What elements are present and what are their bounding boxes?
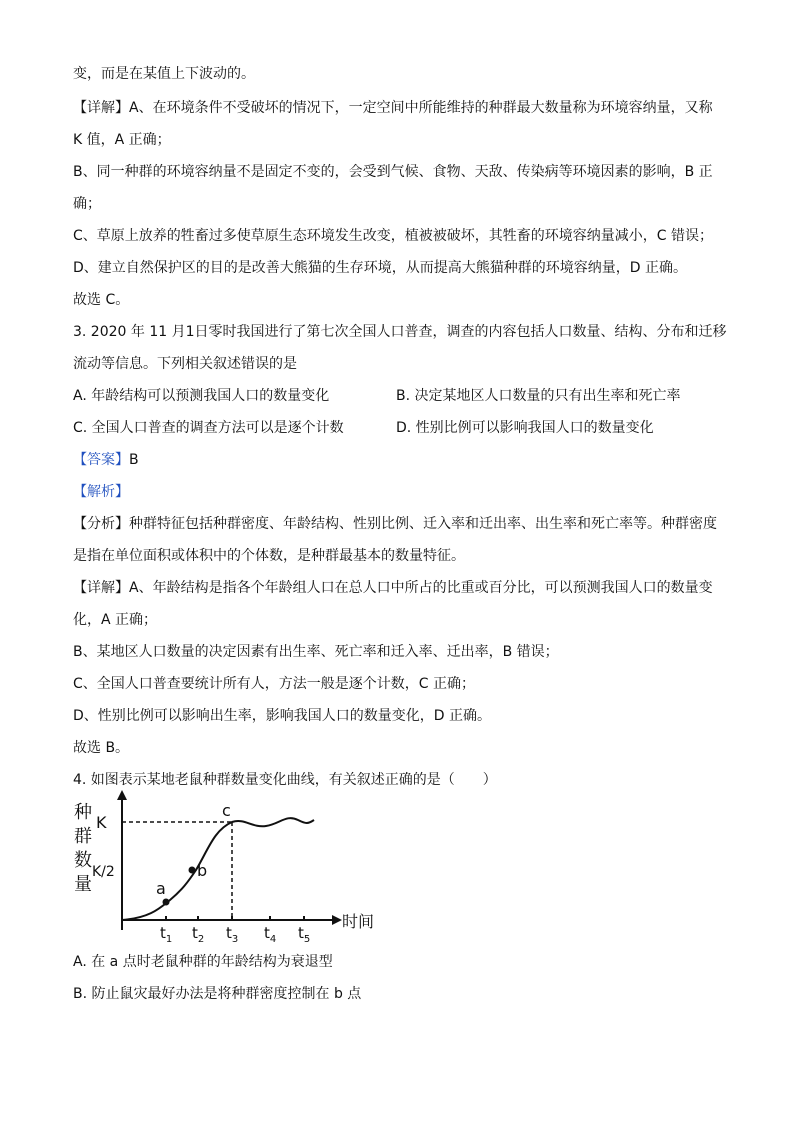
text-span: A、在环境条件不受破坏的情况下，一定空间中所能维持的种群最大数量称为环境容纳量，又称 xyxy=(129,100,713,116)
y-axis-label-char: 种 xyxy=(74,802,92,823)
x-tick-label: $t_1$ xyxy=(160,924,173,945)
x-tick-label: $t_2$ xyxy=(192,924,205,945)
fenxi-tag: 【分析】 xyxy=(73,516,129,532)
point-b-label: b xyxy=(197,861,208,880)
text-line: C、全国人口普查要统计所有人，方法一般是逐个计数，C 正确； xyxy=(73,676,475,692)
text-line: B、某地区人口数量的决定因素有出生率、死亡率和迁入率、迁出率，B 错误； xyxy=(73,644,559,660)
y-tick-k-half: K/2 xyxy=(92,864,115,880)
x-axis-label: 时间 xyxy=(342,912,375,931)
answer-tag: 【答案】 xyxy=(73,452,129,468)
option-a: A. 年龄结构可以预测我国人口的数量变化 xyxy=(73,388,330,404)
population-curve xyxy=(122,818,314,920)
text-line: B、同一种群的环境容纳量不是固定不变的，会受到气候、食物、天敌、传染病等环境因素的影响，B 正 xyxy=(73,164,713,180)
answer-line xyxy=(73,450,139,470)
text-span: A、年龄结构是指各个年龄组人口在总人口中所占的比重或百分比，可以预测我国人口的数量变 xyxy=(129,580,713,596)
option-b: B. 决定某地区人口数量的只有出生率和死亡率 xyxy=(396,388,681,404)
option-c: C. 全国人口普查的调查方法可以是逐个计数 xyxy=(73,420,344,436)
question-stem: 流动等信息。下列相关叙述错误的是 xyxy=(73,356,297,372)
q4-option-b: B. 防止鼠灾最好办法是将种群密度控制在 b 点 xyxy=(73,986,362,1002)
svg-text:种群数量 xyxy=(74,802,92,895)
question-stem: 4. 如图表示某地老鼠种群数量变化曲线，有关叙述正确的是（ ） xyxy=(73,772,497,788)
question-stem: 3. 2020 年 11 月1日零时我国进行了第七次全国人口普查，调查的内容包括人口数量、结构、分布和迁移 xyxy=(73,324,727,340)
text-line xyxy=(73,578,713,598)
y-axis-label-char: 群 xyxy=(74,826,92,847)
text-line: D、建立自然保护区的目的是改善大熊猫的生存环境，从而提高大熊猫种群的环境容纳量，D 正确。 xyxy=(73,260,688,276)
x-tick-label: $t_4$ xyxy=(264,924,277,945)
x-tick-label: $t_5$ xyxy=(298,924,311,945)
detail-tag: 【详解】 xyxy=(73,580,129,596)
y-axis-label-char: 量 xyxy=(74,874,92,895)
y-axis-label xyxy=(74,802,92,895)
q4-option-a: A. 在 a 点时老鼠种群的年龄结构为衰退型 xyxy=(73,954,333,970)
analysis-tag: 【解析】 xyxy=(73,484,129,500)
y-axis-arrow xyxy=(117,790,127,800)
y-tick-k: K xyxy=(96,813,107,832)
x-axis-arrow xyxy=(332,915,342,925)
y-axis-label-char: 数 xyxy=(74,850,92,871)
point-b xyxy=(189,867,196,874)
text-line: K 值，A 正确； xyxy=(73,132,171,148)
text-line: 确； xyxy=(73,196,101,212)
text-line: 化，A 正确； xyxy=(73,612,158,628)
text-line: C、草原上放养的牲畜过多使草原生态环境发生改变，植被被破坏，其牲畜的环境容纳量减小，C 错误； xyxy=(73,228,713,244)
text-line xyxy=(73,98,713,118)
detail-tag: 【详解】 xyxy=(73,100,129,116)
text-line xyxy=(73,514,717,534)
answer-value: B xyxy=(129,452,139,468)
text-line: 故选 B。 xyxy=(73,740,130,756)
option-d: D. 性别比例可以影响我国人口的数量变化 xyxy=(396,420,654,436)
text-line: 故选 C。 xyxy=(73,292,130,308)
point-c-label: c xyxy=(222,801,231,820)
point-a xyxy=(163,899,170,906)
text-line: 变，而是在某值上下波动的。 xyxy=(73,66,255,82)
text-line: D、性别比例可以影响出生率，影响我国人口的数量变化，D 正确。 xyxy=(73,708,492,724)
text-span: 种群特征包括种群密度、年龄结构、性别比例、迁入率和迁出率、出生率和死亡率等。种群密度 xyxy=(129,516,717,532)
point-a-label: a xyxy=(156,879,166,898)
text-line: 是指在单位面积或体积中的个体数，是种群最基本的数量特征。 xyxy=(73,548,465,564)
population-curve-figure xyxy=(70,790,390,950)
x-tick-label: $t_3$ xyxy=(226,924,239,945)
